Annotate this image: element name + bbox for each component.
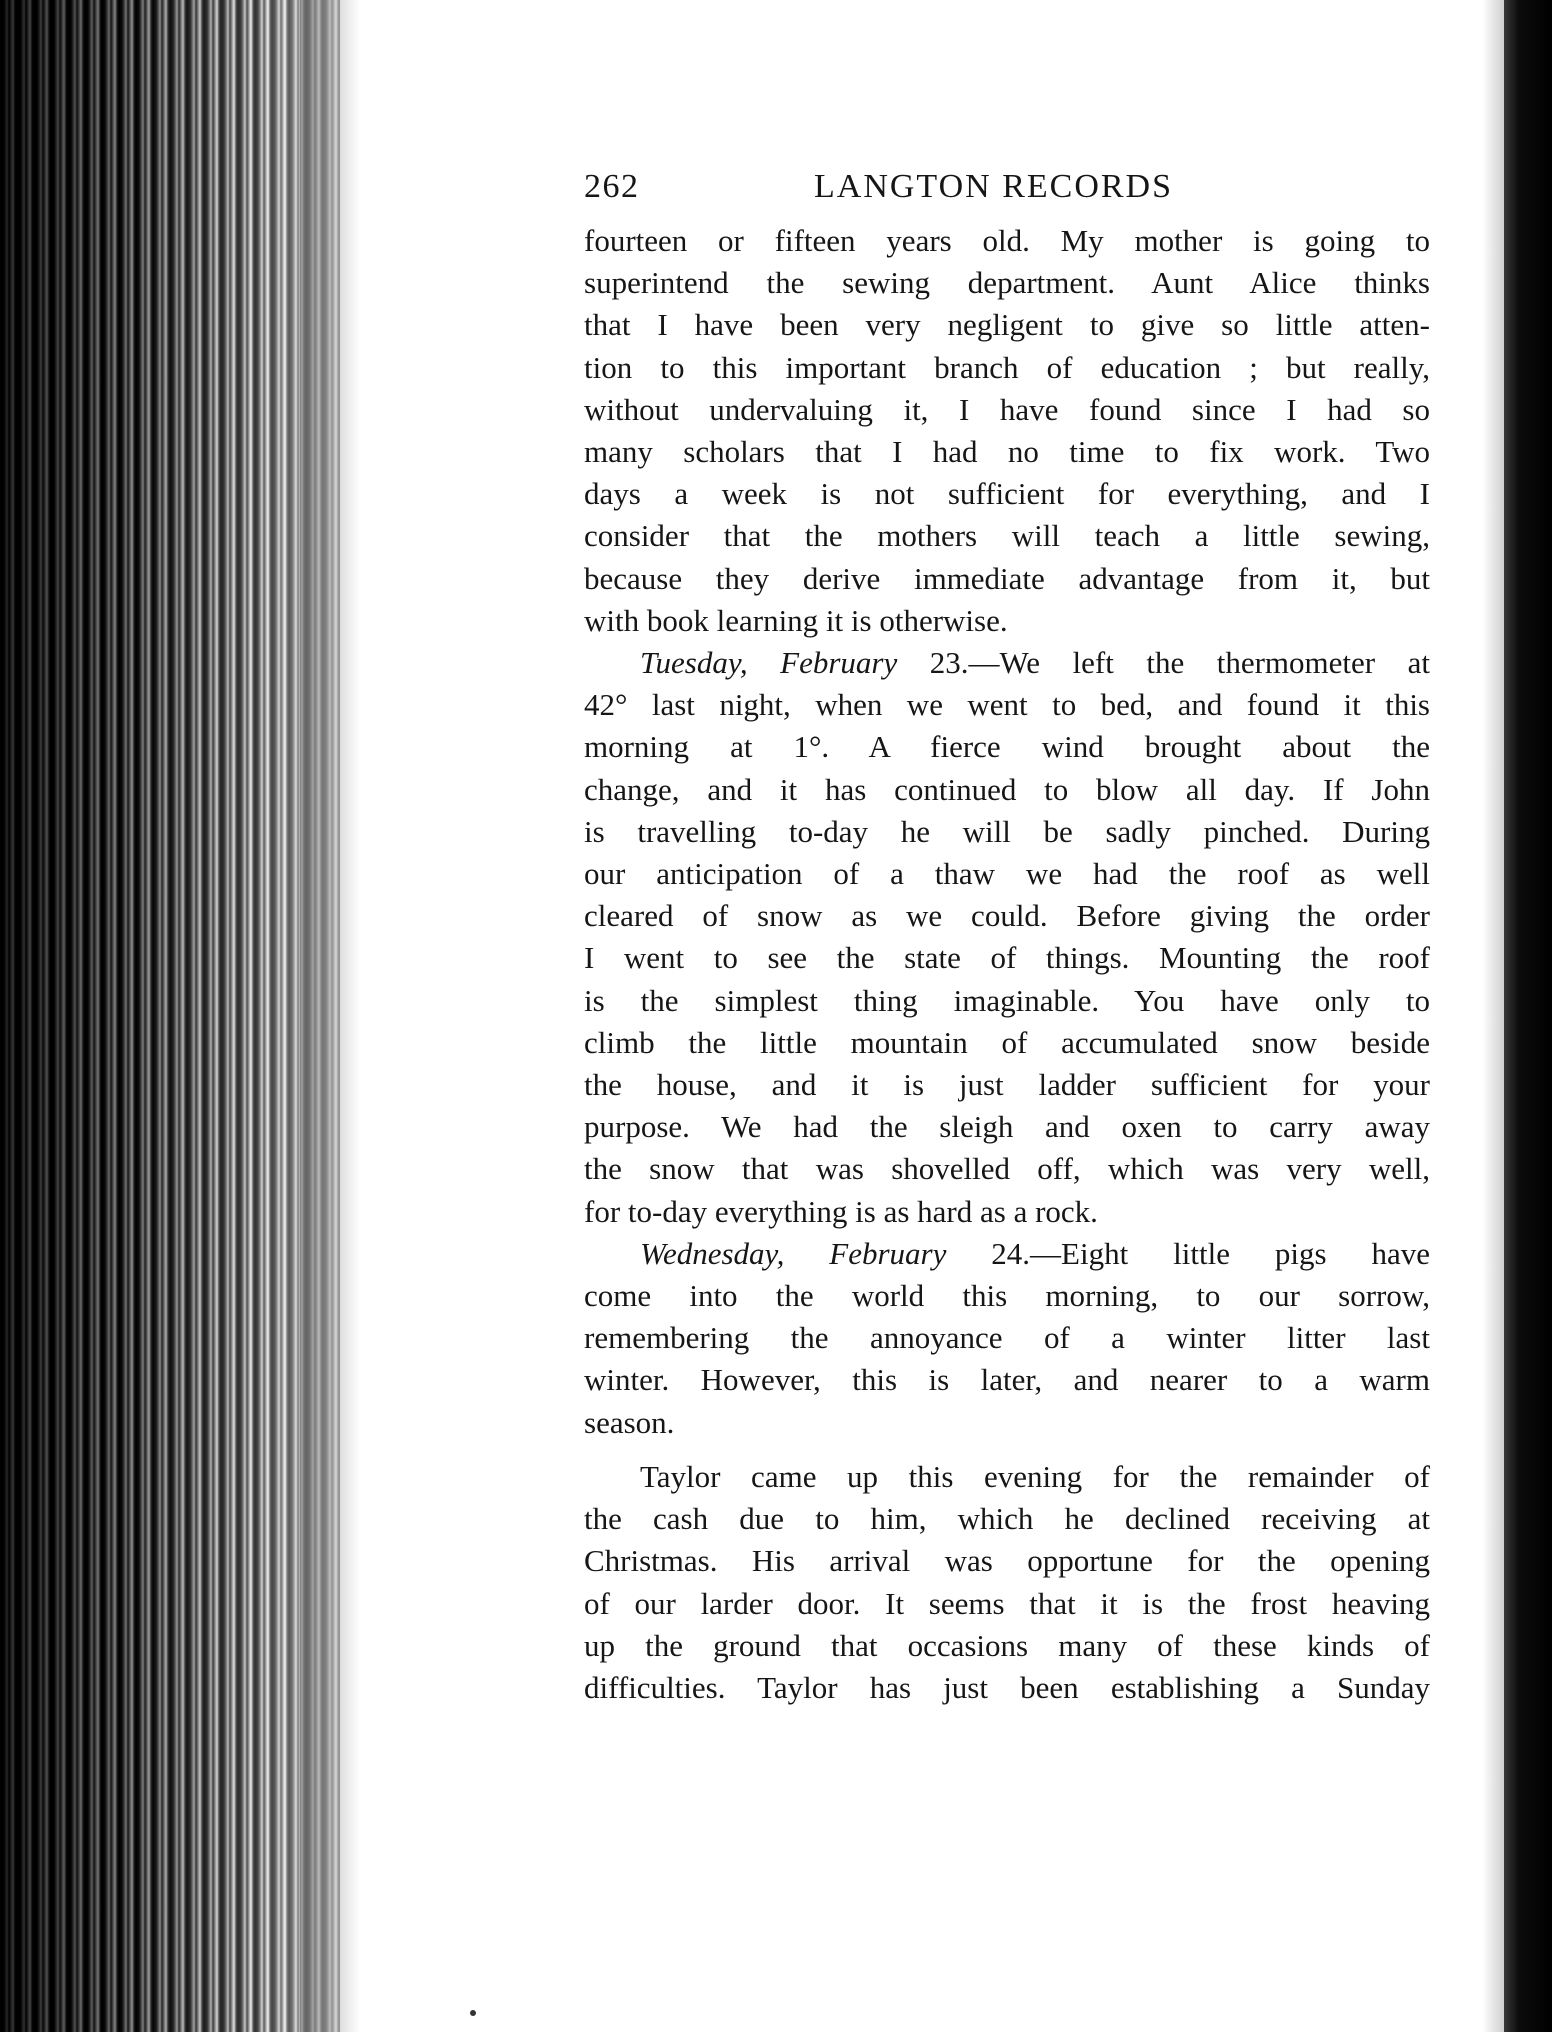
line-text: fourteen or fifteen years old. My mother is going to xyxy=(584,223,1430,258)
text-line xyxy=(584,1667,1430,1709)
text-line xyxy=(584,389,1430,431)
line-text: purpose. We had the sleigh and oxen to carry away xyxy=(584,1109,1430,1145)
text-line xyxy=(584,1148,1430,1190)
line-text: 24.—Eight little pigs have xyxy=(946,1235,1430,1271)
line-text: I went to see the state of things. Mounting the roof xyxy=(584,940,1430,976)
line-text: season. xyxy=(584,1404,675,1440)
line-text: that I have been very negligent to give so little atten- xyxy=(584,307,1430,343)
line-text: the snow that was shovelled off, which was very well, xyxy=(584,1151,1430,1187)
book-page-edges xyxy=(0,0,340,2032)
text-line xyxy=(584,1064,1430,1106)
line-text: consider that the mothers will teach a little sewing, xyxy=(584,518,1430,554)
body-text xyxy=(584,220,1430,1709)
text-line xyxy=(584,980,1430,1022)
text-line xyxy=(584,1106,1430,1148)
line-text: change, and it has continued to blow all day. If John xyxy=(584,771,1430,807)
text-line xyxy=(584,558,1430,600)
line-text: is travelling to-day he will be sadly pinched. During xyxy=(584,813,1430,849)
text-line xyxy=(584,1456,1430,1498)
text-line xyxy=(584,1233,1430,1275)
text-line xyxy=(584,811,1430,853)
paragraph-gap xyxy=(584,1444,1430,1456)
scan-right-border xyxy=(1504,0,1552,2032)
text-line xyxy=(584,1498,1430,1540)
page-number: 262 xyxy=(584,168,640,205)
running-head xyxy=(584,160,1430,220)
line-text: tion to this important branch of education ; but really, xyxy=(584,349,1430,385)
line-text: 42° last night, when we went to bed, and found it this xyxy=(584,687,1430,723)
line-text: is the simplest thing imaginable. You have only to xyxy=(584,982,1430,1018)
book-page xyxy=(584,160,1430,1709)
text-line xyxy=(584,1275,1430,1317)
line-text: Taylor came up this evening for the remainder of xyxy=(640,1458,1430,1494)
entry-date: Tuesday, February xyxy=(640,645,898,681)
entry-date: Wednesday, February xyxy=(640,1235,947,1271)
text-line xyxy=(584,1583,1430,1625)
text-line xyxy=(584,347,1430,389)
line-text: Christmas. His arrival was opportune for the opening xyxy=(584,1543,1430,1579)
line-text: many scholars that I had no time to fix work. Two xyxy=(584,434,1430,470)
text-line xyxy=(584,262,1430,304)
text-line xyxy=(584,937,1430,979)
text-line xyxy=(584,515,1430,557)
text-line xyxy=(584,1540,1430,1582)
text-line xyxy=(584,642,1430,684)
line-text: our anticipation of a thaw we had the roof as well xyxy=(584,856,1430,892)
line-text: without undervaluing it, I have found since I had so xyxy=(584,391,1430,427)
line-text: days a week is not sufficient for everything, and I xyxy=(584,476,1430,512)
text-line xyxy=(584,895,1430,937)
text-line xyxy=(584,684,1430,726)
line-text: morning at 1°. A fierce wind brought about the xyxy=(584,729,1430,765)
line-text: because they derive immediate advantage from it, but xyxy=(584,560,1430,596)
text-line xyxy=(584,600,1430,642)
text-line xyxy=(584,473,1430,515)
line-text: climb the little mountain of accumulated snow beside xyxy=(584,1024,1430,1060)
line-text: of our larder door. It seems that it is the frost heaving xyxy=(584,1585,1430,1621)
text-line xyxy=(584,1022,1430,1064)
scan-speck xyxy=(470,2010,476,2016)
gutter-shadow xyxy=(300,0,360,2032)
running-head-title: LANGTON RECORDS xyxy=(814,168,1174,205)
line-text: up the ground that occasions many of these kinds of xyxy=(584,1627,1430,1663)
text-line xyxy=(584,769,1430,811)
text-line xyxy=(584,726,1430,768)
line-text: 23.—We left the thermometer at xyxy=(897,645,1430,681)
line-text: superintend the sewing department. Aunt Alice thinks xyxy=(584,265,1430,301)
line-text: winter. However, this is later, and nearer to a warm xyxy=(584,1362,1430,1398)
text-line xyxy=(584,304,1430,346)
line-text: the cash due to him, which he declined receiving at xyxy=(584,1501,1430,1537)
line-text: difficulties. Taylor has just been establishing a Sunday xyxy=(584,1669,1430,1705)
line-text: the house, and it is just ladder sufficient for your xyxy=(584,1067,1430,1103)
line-text: for to-day everything is as hard as a rock. xyxy=(584,1193,1098,1229)
text-line xyxy=(584,1359,1430,1401)
line-text: come into the world this morning, to our sorrow, xyxy=(584,1278,1430,1314)
text-line xyxy=(584,1402,1430,1444)
text-line xyxy=(584,220,1430,262)
line-text: with book learning it is otherwise. xyxy=(584,602,1008,638)
text-line xyxy=(584,431,1430,473)
text-line xyxy=(584,1625,1430,1667)
line-text: cleared of snow as we could. Before giving the order xyxy=(584,898,1430,934)
text-line xyxy=(584,853,1430,895)
text-line xyxy=(584,1191,1430,1233)
right-page-shadow xyxy=(1482,0,1504,2032)
line-text: remembering the annoyance of a winter litter last xyxy=(584,1320,1430,1356)
text-line xyxy=(584,1317,1430,1359)
